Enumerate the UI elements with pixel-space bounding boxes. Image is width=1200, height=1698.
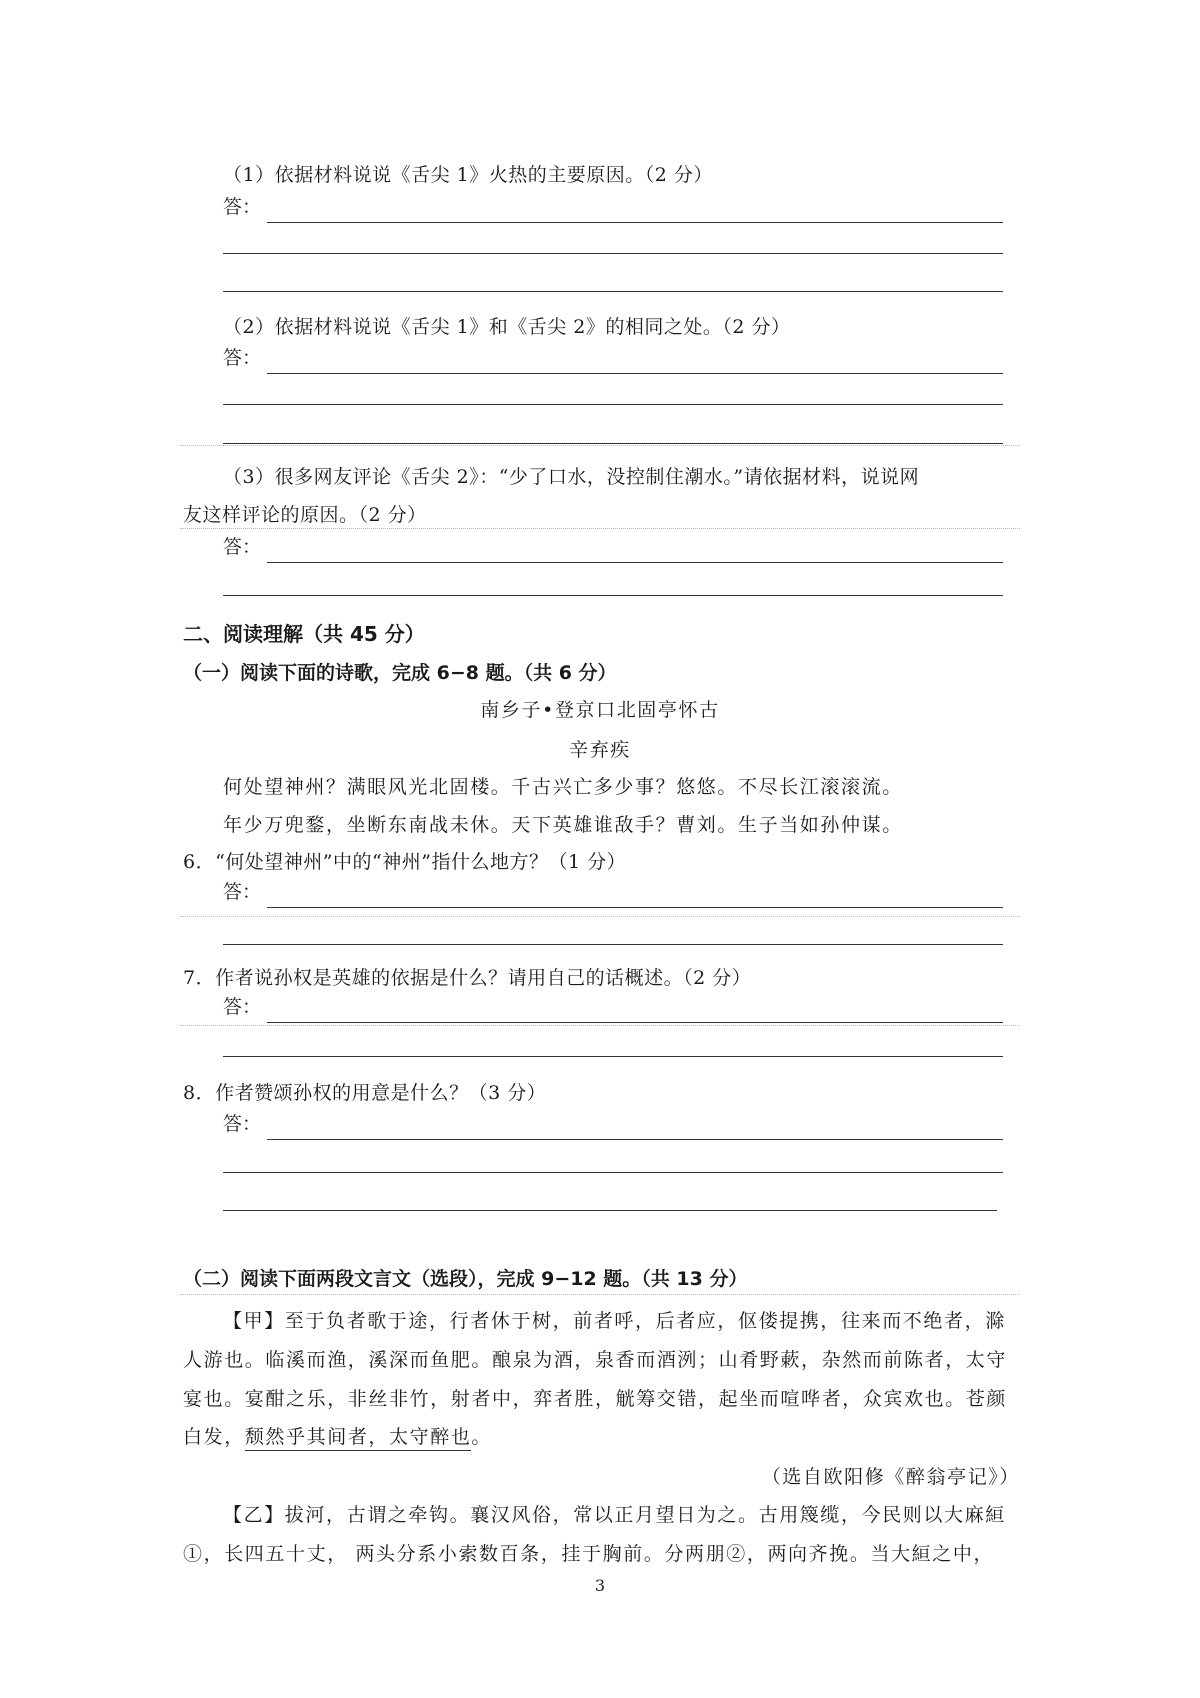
answer-row[interactable] [223,1112,1003,1140]
passage-source: （选自欧阳修《醉翁亭记》） [761,1466,1020,1488]
question-3-line-2: 友这样评论的原因。（2 分） [183,504,427,526]
page-number: 3 [594,1576,606,1595]
question-8: 8．作者赞颂孙权的用意是什么？（3 分） [183,1082,547,1104]
passage-jia-line-2: 人游也。临溪而渔，溪深而鱼肥。酿泉为酒，泉香而酒洌；山肴野蔌，杂然而前陈者，太守 [183,1349,1008,1371]
answer-line[interactable] [223,595,1003,596]
underlined-sentence: 颓然乎其间者，太守醉也 [245,1426,472,1451]
answer-line[interactable] [223,944,1003,945]
dotted-divider [180,1025,1020,1026]
answer-line [267,1022,1003,1023]
poem-line-2: 年少万兜鍪，坐断东南战未休。天下英雄谁敌手？曹刘。生子当如孙仲谋。 [223,814,903,836]
passage-yi-line-2: ①，长四五十丈， 两头分系小索数百条，挂于胸前。分两朋②，两向齐挽。当大絙之中， [183,1543,995,1565]
question-7: 7．作者说孙权是英雄的依据是什么？请用自己的话概述。（2 分） [183,967,752,989]
answer-label: 答： [223,1113,262,1135]
question-6: 6．“何处望神州”中的“神州”指什么地方？（1 分） [183,851,627,873]
subsection-heading: （二）阅读下面两段文言文（选段），完成 9−12 题。（共 13 分） [183,1268,748,1290]
answer-row[interactable] [223,995,1003,1023]
poem-author: 辛弃疾 [569,739,631,761]
answer-line[interactable] [223,1056,1003,1057]
answer-row[interactable] [223,880,1003,908]
answer-line[interactable] [223,1210,997,1211]
answer-line [267,1139,1003,1140]
answer-row[interactable] [223,195,1003,223]
passage-jia-line-1: 【甲】至于负者歌于途，行者休于树，前者呼，后者应，伛偻提携，往来而不绝者，滁 [223,1310,1006,1332]
answer-line [267,222,1003,223]
answer-line[interactable] [223,443,1003,444]
answer-line [267,373,1003,374]
question-3-line-1: （3）很多网友评论《舌尖 2》：“少了口水，没控制住潮水。”请依据材料，说说网 [223,466,920,488]
answer-line[interactable] [223,291,1003,292]
dotted-divider [180,1294,1020,1295]
dotted-divider [180,916,1020,917]
passage-jia-line-4 [183,1422,492,1449]
answer-label: 答： [223,347,262,369]
answer-label: 答： [223,536,262,558]
passage-yi-line-1: 【乙】拔河，古谓之牵钩。襄汉风俗，常以正月望日为之。古用篾缆，今民则以大麻絙 [223,1504,1006,1526]
answer-line[interactable] [223,1172,1003,1173]
section-heading: 二、阅读理解（共 45 分） [183,622,425,646]
answer-line [267,562,1003,563]
poem-title: 南乡子•登京口北固亭怀古 [480,699,720,721]
dotted-divider [180,445,1020,446]
answer-label: 答： [223,881,262,903]
question-2: （2）依据材料说说《舌尖 1》和《舌尖 2》的相同之处。（2 分） [223,316,791,338]
subsection-heading: （一）阅读下面的诗歌，完成 6−8 题。（共 6 分） [183,662,617,684]
answer-line [267,907,1003,908]
answer-label: 答： [223,996,262,1018]
question-1: （1）依据材料说说《舌尖 1》火热的主要原因。（2 分） [223,164,713,186]
dotted-divider [180,528,1020,529]
passage-text: 白发， [183,1426,245,1448]
answer-row[interactable] [223,535,1003,563]
answer-line[interactable] [223,404,1003,405]
passage-jia-line-3: 宴也。宴酣之乐，非丝非竹，射者中，弈者胜，觥筹交错，起坐而喧哗者，众宾欢也。苍颜 [183,1388,1008,1410]
answer-line[interactable] [223,253,1003,254]
answer-label: 答： [223,196,262,218]
passage-text: 。 [471,1426,493,1448]
poem-line-1: 何处望神州？满眼风光北固楼。千古兴亡多少事？悠悠。不尽长江滚滚流。 [223,776,903,798]
answer-row[interactable] [223,346,1003,374]
